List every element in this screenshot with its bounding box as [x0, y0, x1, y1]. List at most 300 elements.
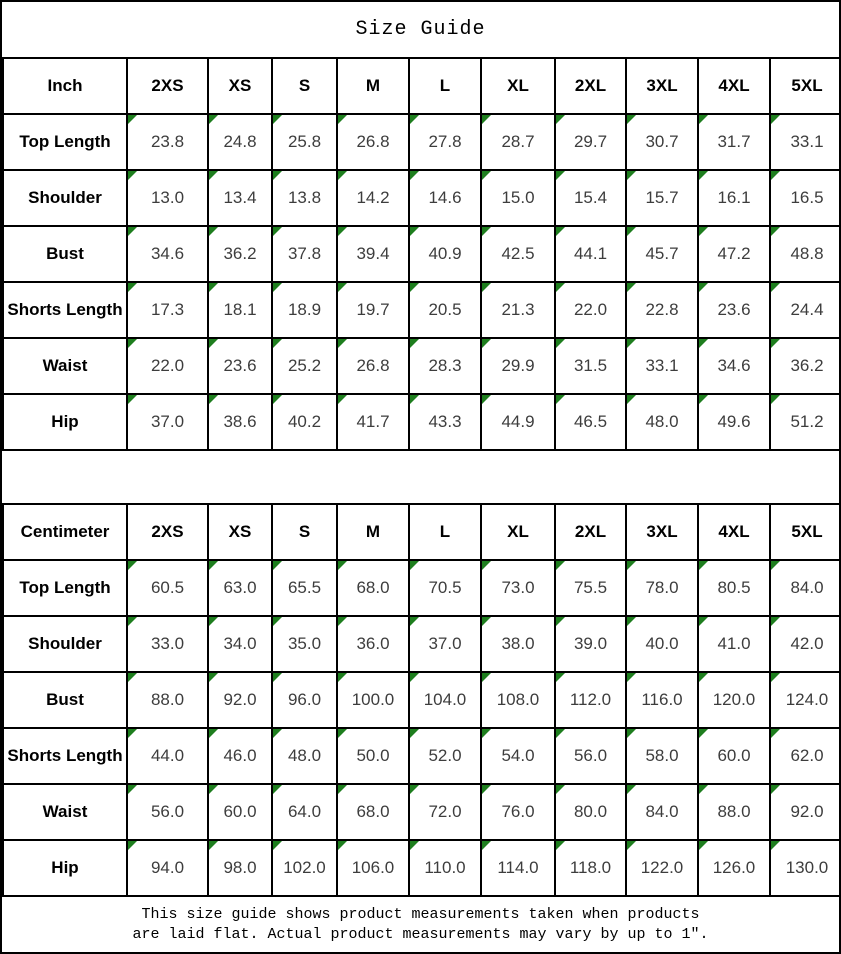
value-text: 80.0: [573, 802, 608, 821]
value-cell: [770, 282, 841, 338]
value-text: 120.0: [712, 690, 756, 709]
value-text: 37.8: [287, 244, 322, 263]
size-header-cell: XL: [481, 504, 555, 560]
value-text: 21.3: [501, 300, 535, 319]
table-row: [3, 226, 841, 282]
row-label-cell: Bust: [3, 672, 127, 728]
value-text: 92.0: [223, 690, 257, 709]
value-text: 31.7: [717, 132, 751, 151]
flag-triangle-icon: [410, 841, 419, 850]
value-cell: [481, 170, 555, 226]
value-text: 54.0: [501, 746, 535, 765]
flag-triangle-icon: [482, 561, 491, 570]
value-cell: [409, 394, 481, 450]
value-text: 63.0: [223, 578, 257, 597]
value-cell: [337, 394, 409, 450]
value-cell: [409, 728, 481, 784]
flag-triangle-icon: [699, 115, 708, 124]
size-header-cell: 2XS: [127, 504, 208, 560]
row-label-cell: Shoulder: [3, 616, 127, 672]
flag-triangle-icon: [627, 561, 636, 570]
value-text: 34.6: [150, 244, 185, 263]
flag-triangle-icon: [482, 617, 491, 626]
row-label-cell: Waist: [3, 784, 127, 840]
value-cell: [337, 282, 409, 338]
flag-triangle-icon: [209, 339, 218, 348]
size-header-cell: S: [272, 504, 337, 560]
flag-triangle-icon: [482, 227, 491, 236]
value-cell: [698, 672, 770, 728]
flag-triangle-icon: [482, 673, 491, 682]
value-cell: [698, 560, 770, 616]
value-text: 88.0: [150, 690, 185, 709]
value-text: 48.0: [645, 412, 679, 431]
flag-triangle-icon: [556, 227, 565, 236]
value-cell: [626, 616, 698, 672]
flag-triangle-icon: [482, 729, 491, 738]
flag-triangle-icon: [273, 729, 282, 738]
value-cell: [698, 394, 770, 450]
table-row: [3, 672, 841, 728]
flag-triangle-icon: [771, 171, 780, 180]
flag-triangle-icon: [556, 395, 565, 404]
value-cell: [626, 114, 698, 170]
table-row: [3, 170, 841, 226]
row-label-cell: Shorts Length: [3, 282, 127, 338]
value-text: 16.5: [790, 188, 824, 207]
flag-triangle-icon: [128, 729, 137, 738]
value-text: 112.0: [569, 690, 612, 709]
footer-note-line2: are laid flat. Actual product measurements may vary by up to 1″.: [132, 925, 709, 943]
value-cell: [272, 672, 337, 728]
value-text: 72.0: [428, 802, 462, 821]
value-text: 36.0: [356, 634, 390, 653]
value-cell: [770, 784, 841, 840]
value-text: 25.2: [287, 356, 322, 375]
value-cell: [481, 338, 555, 394]
value-cell: [127, 840, 208, 896]
value-text: 33.1: [645, 356, 679, 375]
value-text: 22.0: [150, 356, 185, 375]
flag-triangle-icon: [699, 673, 708, 682]
flag-triangle-icon: [410, 339, 419, 348]
value-text: 46.0: [223, 746, 257, 765]
value-cell: [698, 226, 770, 282]
table-row: [3, 784, 841, 840]
value-cell: [272, 338, 337, 394]
flag-triangle-icon: [209, 115, 218, 124]
flag-triangle-icon: [627, 283, 636, 292]
value-text: 124.0: [785, 690, 829, 709]
flag-triangle-icon: [209, 673, 218, 682]
value-text: 44.1: [573, 244, 608, 263]
value-cell: [208, 282, 272, 338]
value-cell: [698, 114, 770, 170]
value-cell: [208, 840, 272, 896]
row-label-cell: Shoulder: [3, 170, 127, 226]
value-text: 73.0: [501, 578, 535, 597]
flag-triangle-icon: [482, 115, 491, 124]
table-row: [3, 338, 841, 394]
flag-triangle-icon: [771, 339, 780, 348]
value-cell: [770, 338, 841, 394]
footer-note-line1: This size guide shows product measurements taken when products: [141, 905, 700, 923]
flag-triangle-icon: [273, 115, 282, 124]
page-title: Size Guide: [355, 18, 486, 41]
flag-triangle-icon: [209, 841, 218, 850]
value-text: 60.5: [150, 578, 185, 597]
value-cell: [481, 784, 555, 840]
row-label-cell: Top Length: [3, 560, 127, 616]
value-text: 96.0: [287, 690, 322, 709]
flag-triangle-icon: [771, 617, 780, 626]
flag-triangle-icon: [699, 561, 708, 570]
flag-triangle-icon: [556, 617, 565, 626]
value-cell: [770, 114, 841, 170]
centimeter-size-table: [2, 503, 841, 897]
size-header-cell: M: [337, 58, 409, 114]
flag-triangle-icon: [771, 785, 780, 794]
flag-triangle-icon: [699, 785, 708, 794]
value-text: 13.4: [223, 188, 257, 207]
value-cell: [481, 728, 555, 784]
flag-triangle-icon: [482, 171, 491, 180]
flag-triangle-icon: [128, 115, 137, 124]
footer-note: [2, 897, 839, 952]
value-cell: [626, 226, 698, 282]
flag-triangle-icon: [273, 561, 282, 570]
flag-triangle-icon: [771, 283, 780, 292]
flag-triangle-icon: [699, 729, 708, 738]
flag-triangle-icon: [209, 561, 218, 570]
value-cell: [409, 840, 481, 896]
flag-triangle-icon: [209, 171, 218, 180]
value-cell: [770, 728, 841, 784]
flag-triangle-icon: [128, 227, 137, 236]
value-cell: [208, 170, 272, 226]
flag-triangle-icon: [410, 395, 419, 404]
flag-triangle-icon: [699, 227, 708, 236]
flag-triangle-icon: [627, 673, 636, 682]
value-text: 130.0: [785, 858, 829, 877]
value-text: 65.5: [287, 578, 322, 597]
flag-triangle-icon: [338, 617, 347, 626]
flag-triangle-icon: [410, 561, 419, 570]
value-cell: [626, 672, 698, 728]
value-cell: [409, 114, 481, 170]
flag-triangle-icon: [338, 785, 347, 794]
flag-triangle-icon: [699, 841, 708, 850]
value-cell: [409, 560, 481, 616]
flag-triangle-icon: [273, 785, 282, 794]
value-text: 20.5: [428, 300, 462, 319]
flag-triangle-icon: [627, 227, 636, 236]
value-text: 80.5: [717, 578, 751, 597]
row-label-cell: Waist: [3, 338, 127, 394]
value-text: 68.0: [356, 578, 390, 597]
value-text: 70.5: [428, 578, 462, 597]
value-text: 48.0: [287, 746, 322, 765]
flag-triangle-icon: [128, 395, 137, 404]
table-row: [3, 616, 841, 672]
value-text: 60.0: [717, 746, 751, 765]
value-cell: [127, 282, 208, 338]
size-header-cell: S: [272, 58, 337, 114]
value-text: 25.8: [287, 132, 322, 151]
value-text: 50.0: [356, 746, 390, 765]
flag-triangle-icon: [338, 283, 347, 292]
value-text: 17.3: [150, 300, 185, 319]
value-text: 35.0: [287, 634, 322, 653]
value-cell: [481, 282, 555, 338]
row-label-cell: Shorts Length: [3, 728, 127, 784]
value-text: 34.6: [717, 356, 751, 375]
flag-triangle-icon: [338, 841, 347, 850]
header-row: [3, 58, 841, 114]
value-text: 126.0: [712, 858, 756, 877]
value-cell: [626, 282, 698, 338]
value-text: 22.0: [573, 300, 608, 319]
value-text: 18.9: [287, 300, 322, 319]
value-text: 84.0: [790, 578, 824, 597]
value-cell: [555, 784, 626, 840]
flag-triangle-icon: [410, 673, 419, 682]
value-cell: [698, 840, 770, 896]
value-cell: [127, 338, 208, 394]
value-text: 33.0: [150, 634, 185, 653]
value-cell: [272, 840, 337, 896]
value-text: 52.0: [428, 746, 462, 765]
value-text: 15.4: [573, 188, 608, 207]
flag-triangle-icon: [771, 561, 780, 570]
value-text: 16.1: [717, 188, 751, 207]
value-text: 108.0: [496, 690, 540, 709]
flag-triangle-icon: [128, 617, 137, 626]
flag-triangle-icon: [273, 841, 282, 850]
table-row: [3, 394, 841, 450]
value-cell: [626, 338, 698, 394]
flag-triangle-icon: [209, 617, 218, 626]
value-cell: [337, 338, 409, 394]
value-cell: [409, 616, 481, 672]
value-cell: [208, 338, 272, 394]
value-cell: [698, 616, 770, 672]
value-cell: [555, 114, 626, 170]
flag-triangle-icon: [338, 561, 347, 570]
size-header-cell: 2XL: [555, 58, 626, 114]
flag-triangle-icon: [556, 339, 565, 348]
value-cell: [127, 728, 208, 784]
spacer-row: [2, 451, 839, 503]
value-cell: [272, 728, 337, 784]
size-header-cell: 5XL: [770, 58, 841, 114]
value-text: 23.6: [223, 356, 257, 375]
flag-triangle-icon: [627, 729, 636, 738]
flag-triangle-icon: [556, 729, 565, 738]
value-text: 15.0: [501, 188, 535, 207]
value-text: 78.0: [645, 578, 679, 597]
value-text: 102.0: [283, 858, 326, 877]
value-cell: [626, 394, 698, 450]
value-cell: [127, 114, 208, 170]
value-cell: [555, 616, 626, 672]
flag-triangle-icon: [627, 339, 636, 348]
value-cell: [208, 672, 272, 728]
value-cell: [127, 170, 208, 226]
value-cell: [698, 338, 770, 394]
flag-triangle-icon: [273, 395, 282, 404]
value-text: 76.0: [501, 802, 535, 821]
value-cell: [481, 560, 555, 616]
value-text: 60.0: [223, 802, 257, 821]
inch-size-table: [2, 57, 841, 451]
unit-label-cell: Centimeter: [3, 504, 127, 560]
value-cell: [208, 784, 272, 840]
value-text: 18.1: [223, 300, 257, 319]
value-text: 15.7: [645, 188, 679, 207]
value-cell: [409, 282, 481, 338]
flag-triangle-icon: [338, 729, 347, 738]
value-text: 56.0: [150, 802, 185, 821]
size-header-cell: L: [409, 504, 481, 560]
value-text: 75.5: [573, 578, 608, 597]
value-text: 41.7: [356, 412, 390, 431]
value-cell: [208, 114, 272, 170]
flag-triangle-icon: [128, 785, 137, 794]
flag-triangle-icon: [482, 339, 491, 348]
value-cell: [409, 338, 481, 394]
value-text: 26.8: [356, 132, 390, 151]
flag-triangle-icon: [482, 841, 491, 850]
flag-triangle-icon: [627, 395, 636, 404]
size-header-cell: XS: [208, 58, 272, 114]
value-cell: [272, 282, 337, 338]
value-text: 24.4: [790, 300, 824, 319]
value-cell: [272, 114, 337, 170]
value-text: 31.5: [573, 356, 608, 375]
value-text: 104.0: [423, 690, 467, 709]
value-text: 64.0: [287, 802, 322, 821]
value-text: 68.0: [356, 802, 390, 821]
value-text: 23.8: [150, 132, 185, 151]
value-text: 13.0: [150, 188, 185, 207]
value-text: 94.0: [150, 858, 185, 877]
value-cell: [208, 616, 272, 672]
value-text: 37.0: [428, 634, 462, 653]
flag-triangle-icon: [338, 339, 347, 348]
value-text: 40.0: [645, 634, 679, 653]
value-cell: [770, 226, 841, 282]
value-text: 39.0: [573, 634, 608, 653]
value-text: 38.0: [501, 634, 535, 653]
table-row: [3, 560, 841, 616]
value-text: 14.2: [356, 188, 390, 207]
flag-triangle-icon: [699, 171, 708, 180]
value-cell: [770, 170, 841, 226]
row-label-cell: Hip: [3, 394, 127, 450]
flag-triangle-icon: [556, 785, 565, 794]
row-label-cell: Top Length: [3, 114, 127, 170]
value-text: 13.8: [287, 188, 322, 207]
value-text: 34.0: [223, 634, 257, 653]
value-text: 42.0: [790, 634, 824, 653]
value-cell: [555, 226, 626, 282]
flag-triangle-icon: [338, 171, 347, 180]
flag-triangle-icon: [771, 115, 780, 124]
flag-triangle-icon: [699, 283, 708, 292]
flag-triangle-icon: [410, 729, 419, 738]
value-cell: [626, 840, 698, 896]
value-text: 41.0: [717, 634, 751, 653]
value-cell: [555, 728, 626, 784]
flag-triangle-icon: [410, 115, 419, 124]
value-text: 56.0: [573, 746, 608, 765]
value-cell: [127, 672, 208, 728]
size-header-cell: 5XL: [770, 504, 841, 560]
value-cell: [272, 560, 337, 616]
flag-triangle-icon: [128, 673, 137, 682]
value-cell: [555, 840, 626, 896]
value-cell: [127, 394, 208, 450]
flag-triangle-icon: [410, 227, 419, 236]
flag-triangle-icon: [699, 339, 708, 348]
row-label-cell: Hip: [3, 840, 127, 896]
size-header-cell: M: [337, 504, 409, 560]
flag-triangle-icon: [338, 395, 347, 404]
value-text: 100.0: [351, 690, 395, 709]
value-cell: [337, 784, 409, 840]
value-cell: [555, 170, 626, 226]
flag-triangle-icon: [273, 283, 282, 292]
value-text: 42.5: [501, 244, 535, 263]
value-text: 30.7: [645, 132, 679, 151]
flag-triangle-icon: [556, 115, 565, 124]
flag-triangle-icon: [627, 841, 636, 850]
size-header-cell: 3XL: [626, 504, 698, 560]
value-cell: [698, 784, 770, 840]
value-cell: [481, 840, 555, 896]
value-cell: [272, 394, 337, 450]
value-text: 92.0: [790, 802, 824, 821]
flag-triangle-icon: [273, 227, 282, 236]
flag-triangle-icon: [128, 841, 137, 850]
flag-triangle-icon: [209, 283, 218, 292]
value-cell: [698, 170, 770, 226]
value-cell: [626, 560, 698, 616]
flag-triangle-icon: [273, 339, 282, 348]
value-text: 114.0: [497, 858, 539, 877]
flag-triangle-icon: [771, 729, 780, 738]
flag-triangle-icon: [556, 561, 565, 570]
value-text: 40.2: [287, 412, 322, 431]
value-text: 19.7: [356, 300, 390, 319]
value-text: 39.4: [356, 244, 390, 263]
value-cell: [481, 616, 555, 672]
value-cell: [337, 114, 409, 170]
table-row: [3, 114, 841, 170]
flag-triangle-icon: [410, 785, 419, 794]
flag-triangle-icon: [482, 395, 491, 404]
table-row: [3, 728, 841, 784]
value-text: 36.2: [790, 356, 824, 375]
value-cell: [770, 840, 841, 896]
value-text: 23.6: [717, 300, 751, 319]
value-text: 58.0: [645, 746, 679, 765]
flag-triangle-icon: [410, 171, 419, 180]
flag-triangle-icon: [771, 673, 780, 682]
size-header-cell: XL: [481, 58, 555, 114]
size-header-cell: 2XL: [555, 504, 626, 560]
